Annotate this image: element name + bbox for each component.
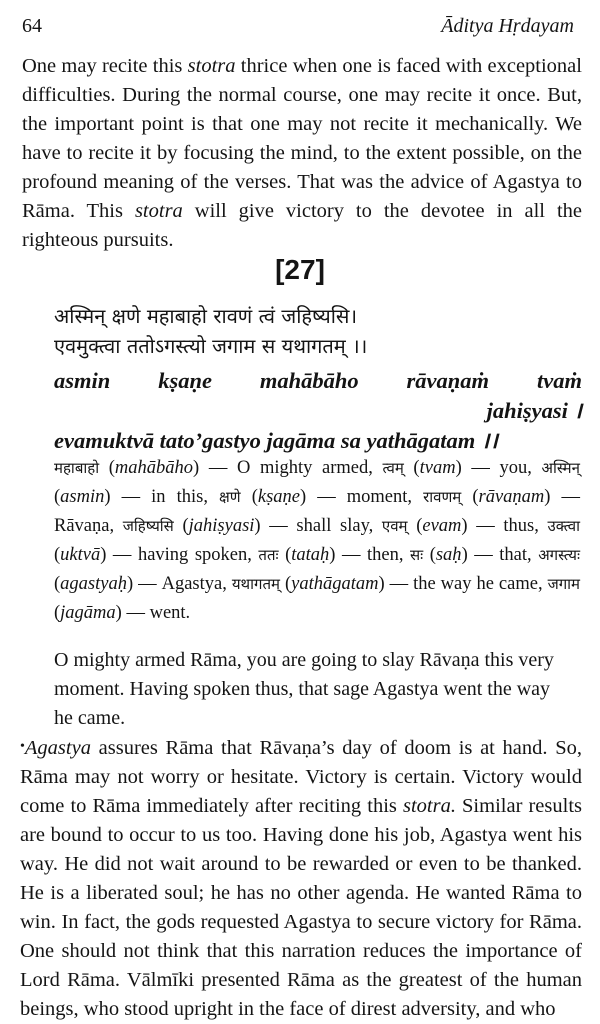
gloss-meaning: in this, [151, 487, 208, 507]
gloss-meaning: went. [149, 603, 191, 623]
gloss-devanagari: महाबाहो [54, 459, 100, 477]
gloss-entry: अगस्त्यः (agastyaḥ) — Agastya, [54, 546, 581, 594]
gloss-entry: अस्मिन् (asmin) — in this, [54, 459, 580, 507]
gloss-roman: evam [422, 516, 462, 536]
gloss-devanagari: यथागतम् [231, 575, 280, 593]
verse-number: [27] [275, 254, 325, 285]
gloss-roman: yathāgatam [291, 574, 379, 594]
gloss-entry: क्षणे (kṣaṇe) — moment, [219, 487, 413, 507]
gloss-roman: jagāma [60, 603, 116, 623]
gloss-meaning: Agastya, [161, 574, 227, 594]
gloss-meaning: Rāvaṇa, [54, 516, 115, 536]
gloss-meaning: you, [499, 458, 532, 478]
gloss-entry: जहिष्यसि (jahiṣyasi) — shall slay, [122, 516, 374, 536]
verse-devanagari-line-2: एवमुक्त्वा ततोऽगस्त्यो जगाम स यथागतम् ।। [54, 334, 368, 358]
gloss-entry: रावणम् (rāvaṇam) — Rāvaṇa, [54, 487, 580, 536]
gloss-meaning: the way he came, [413, 574, 543, 594]
gloss-devanagari: त्वम् [382, 459, 404, 477]
running-title: Āditya Hṛdayam [441, 14, 574, 37]
gloss-entry: एवम् (evam) — thus, [381, 516, 539, 536]
gloss-entry: महाबाहो (mahābāho) — O mighty armed, [54, 458, 373, 478]
gloss-roman: rāvaṇam [478, 487, 545, 507]
gloss-devanagari: अस्मिन् [541, 459, 580, 477]
gloss-meaning: shall slay, [296, 516, 374, 536]
transliteration-line-1: asmin kṣaṇe mahābāho rāvaṇaṁ tvaṁ [54, 368, 582, 393]
word-by-word-gloss [54, 454, 580, 628]
gloss-meaning: having spoken, [137, 545, 252, 565]
gloss-devanagari: जगाम [547, 575, 580, 593]
gloss-meaning: that, [499, 545, 532, 565]
gloss-roman: agastyaḥ [60, 574, 127, 594]
gloss-devanagari: क्षणे [219, 488, 241, 506]
verse-devanagari-line-1: अस्मिन् क्षणे महाबाहो रावणं त्वं जहिष्यसि। [54, 304, 358, 328]
gloss-devanagari: उक्त्वा [547, 517, 581, 535]
gloss-meaning: moment, [346, 487, 413, 507]
gloss-roman: asmin [60, 487, 105, 507]
gloss-roman: tvam [419, 458, 456, 478]
page-number: 64 [22, 14, 42, 37]
gloss-entry: त्वम् (tvam) — you, [382, 458, 532, 478]
gloss-entry: जगाम (jagāma) — went. [54, 575, 580, 623]
gloss-devanagari: सः [410, 546, 424, 564]
gloss-roman: kṣaṇe [257, 487, 300, 507]
transliteration-line-3: evamuktvā tato’gastyo jagāma sa yathāgatam ।। [54, 428, 498, 453]
commentary-paragraph: •Agastya assures Rāma that Rāvaṇa’s day of doom is at hand. So, Rāma may not worry or hesitate. Victory is certain. Victory would come to Rāma immediately after reciting this stotra. Similar results are bound to occur to us too. Having done his job, Agastya went his way. He did not wait around to be rewarded or even to be thanked. He is a liberated soul; he has no other agenda. He wanted Rāma to win. In fact, the gods requested Agastya to secure victory for Rāma. One should not think that this narration reduces the importance of Lord Rāma. Vālmīki presented Rāma as the greatest of the human beings, who stood upright in the face of direst adversity, and who [20, 737, 582, 1020]
gloss-entry: यथागतम् (yathāgatam) — the way he came, [231, 574, 543, 594]
gloss-roman: tataḥ [291, 545, 330, 565]
verse-translation: O mighty armed Rāma, you are going to slay Rāvaṇa this very moment. Having spoken thus, that sage Agastya went the way he came. [54, 649, 554, 729]
gloss-devanagari: जहिष्यसि [122, 517, 174, 535]
gloss-entry: उक्त्वा (uktvā) — having spoken, [54, 517, 581, 565]
gloss-meaning: then, [366, 545, 404, 565]
gloss-roman: saḥ [435, 545, 462, 565]
verse-transliteration [54, 366, 582, 456]
gloss-roman: mahābāho [114, 458, 194, 478]
transliteration-line-2: jahiṣyasi । [486, 398, 582, 423]
gloss-devanagari: ततः [258, 546, 279, 564]
gloss-devanagari: अगस्त्यः [538, 546, 581, 564]
gloss-roman: uktvā [60, 545, 101, 565]
gloss-devanagari: रावणम् [423, 488, 462, 506]
page-header [22, 8, 574, 44]
gloss-entry: सः (saḥ) — that, [410, 545, 532, 565]
gloss-meaning: thus, [503, 516, 539, 536]
gloss-entry: ततः (tataḥ) — then, [258, 545, 404, 565]
intro-paragraph: One may recite this stotra thrice when one is faced with exceptional difficulties. During the normal course, one may recite it once. But, the important point is that one may not recite it mechanically. We have to recite it by focusing the mind, to the extent possible, on the profound meaning of the verses. That was the advice of Agastya to Rāma. This stotra will give victory to the devotee in all the righteous pursuits. [22, 55, 582, 251]
gloss-roman: jahiṣyasi [188, 516, 255, 536]
gloss-devanagari: एवम् [381, 517, 408, 535]
gloss-meaning: O mighty armed, [236, 458, 373, 478]
